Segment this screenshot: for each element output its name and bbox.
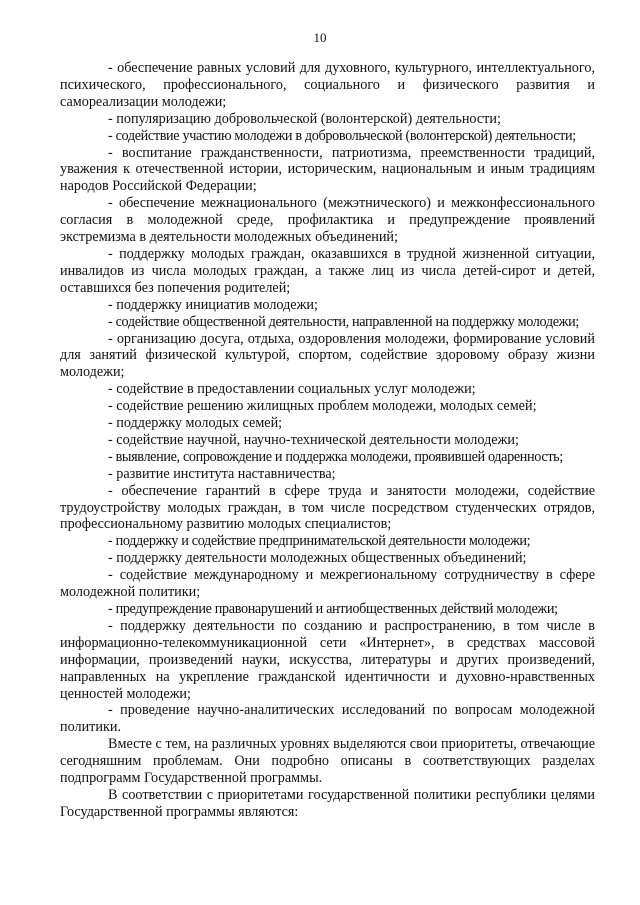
list-item: - обеспечение гарантий в сфере труда и занятости молодежи, содействие трудоустройству молодых граждан, в том числе посредством студенческих отрядов, профессиональному развитию молодых специалистов; [60,482,595,533]
document-body [60,60,595,821]
list-item: - развитие института наставничества; [108,465,336,482]
list-item: - поддержку молодых граждан, оказавшихся в трудной жизненной ситуации, инвалидов из числа молодых граждан, а также лиц из числа детей-сирот и детей, оставшихся без попечения родителей; [60,245,595,296]
list-item: - проведение научно-аналитических исследований по вопросам молодежной политики. [60,702,595,736]
list-item: - поддержку инициатив молодежи; [108,296,318,313]
list-item: - содействие международному и межрегиональному сотрудничеству в сфере молодежной политики; [60,567,595,601]
list-item: - содействие участию молодежи в добровольческой (волонтерской) деятельности; [108,127,576,144]
list-item: - поддержку молодых семей; [108,415,283,432]
list-item: - поддержку деятельности по созданию и распространению, в том числе в информационно-телекоммуникационной сети «Интернет», в средствах массовой информации, произведений науки, искусства, литературы и других произведений, направленных на укрепление гражданской идентичности и духовно-нравственных ценностей молодежи; [60,617,595,702]
list-item: - популяризацию добровольческой (волонтерской) деятельности; [108,110,501,127]
page-number: 10 [313,30,327,45]
list-item: - предупреждение правонарушений и антиобщественных действий молодежи; [108,601,558,617]
list-item: - организацию досуга, отдыха, оздоровления молодежи, формирование условий для занятий физической культурой, спортом, содействие здоровому образу жизни молодежи; [60,330,595,381]
list-item: - содействие научной, научно-технической деятельности молодежи; [108,431,519,448]
list-item: - содействие общественной деятельности, направленной на поддержку молодежи; [108,313,579,330]
list-item: - выявление, сопровождение и поддержка молодежи, проявившей одаренность; [108,448,563,465]
body-paragraph: Вместе с тем, на различных уровнях выделяются свои приоритеты, отвечающие сегодняшним проблемам. Они подробно описаны в соответствующих разделах подпрограмм Государственной программы. [60,736,595,787]
list-item: - поддержку деятельности молодежных общественных объединений; [108,550,527,567]
list-item: - содействие в предоставлении социальных услуг молодежи; [108,381,476,398]
list-item: - содействие решению жилищных проблем молодежи, молодых семей; [108,398,537,415]
list-item: - обеспечение равных условий для духовного, культурного, интеллектуального, психического, профессионального, социального и физического развития и самореализации молодежи; [60,60,595,110]
list-item: - поддержку и содействие предпринимательской деятельности молодежи; [108,533,531,550]
list-item: - обеспечение межнационального (межэтнического) и межконфессионального согласия в молодежной среде, профилактика и предупреждение проявлений экстремизма в деятельности молодежных объединений; [60,195,595,246]
body-paragraph: В соответствии с приоритетами государственной политики республики целями Государственной программы являются: [60,786,595,820]
list-item: - воспитание гражданственности, патриотизма, преемственности традиций, уважения к отечественной истории, историческим, национальным и иным традициям народов Российской Федерации; [60,144,595,195]
